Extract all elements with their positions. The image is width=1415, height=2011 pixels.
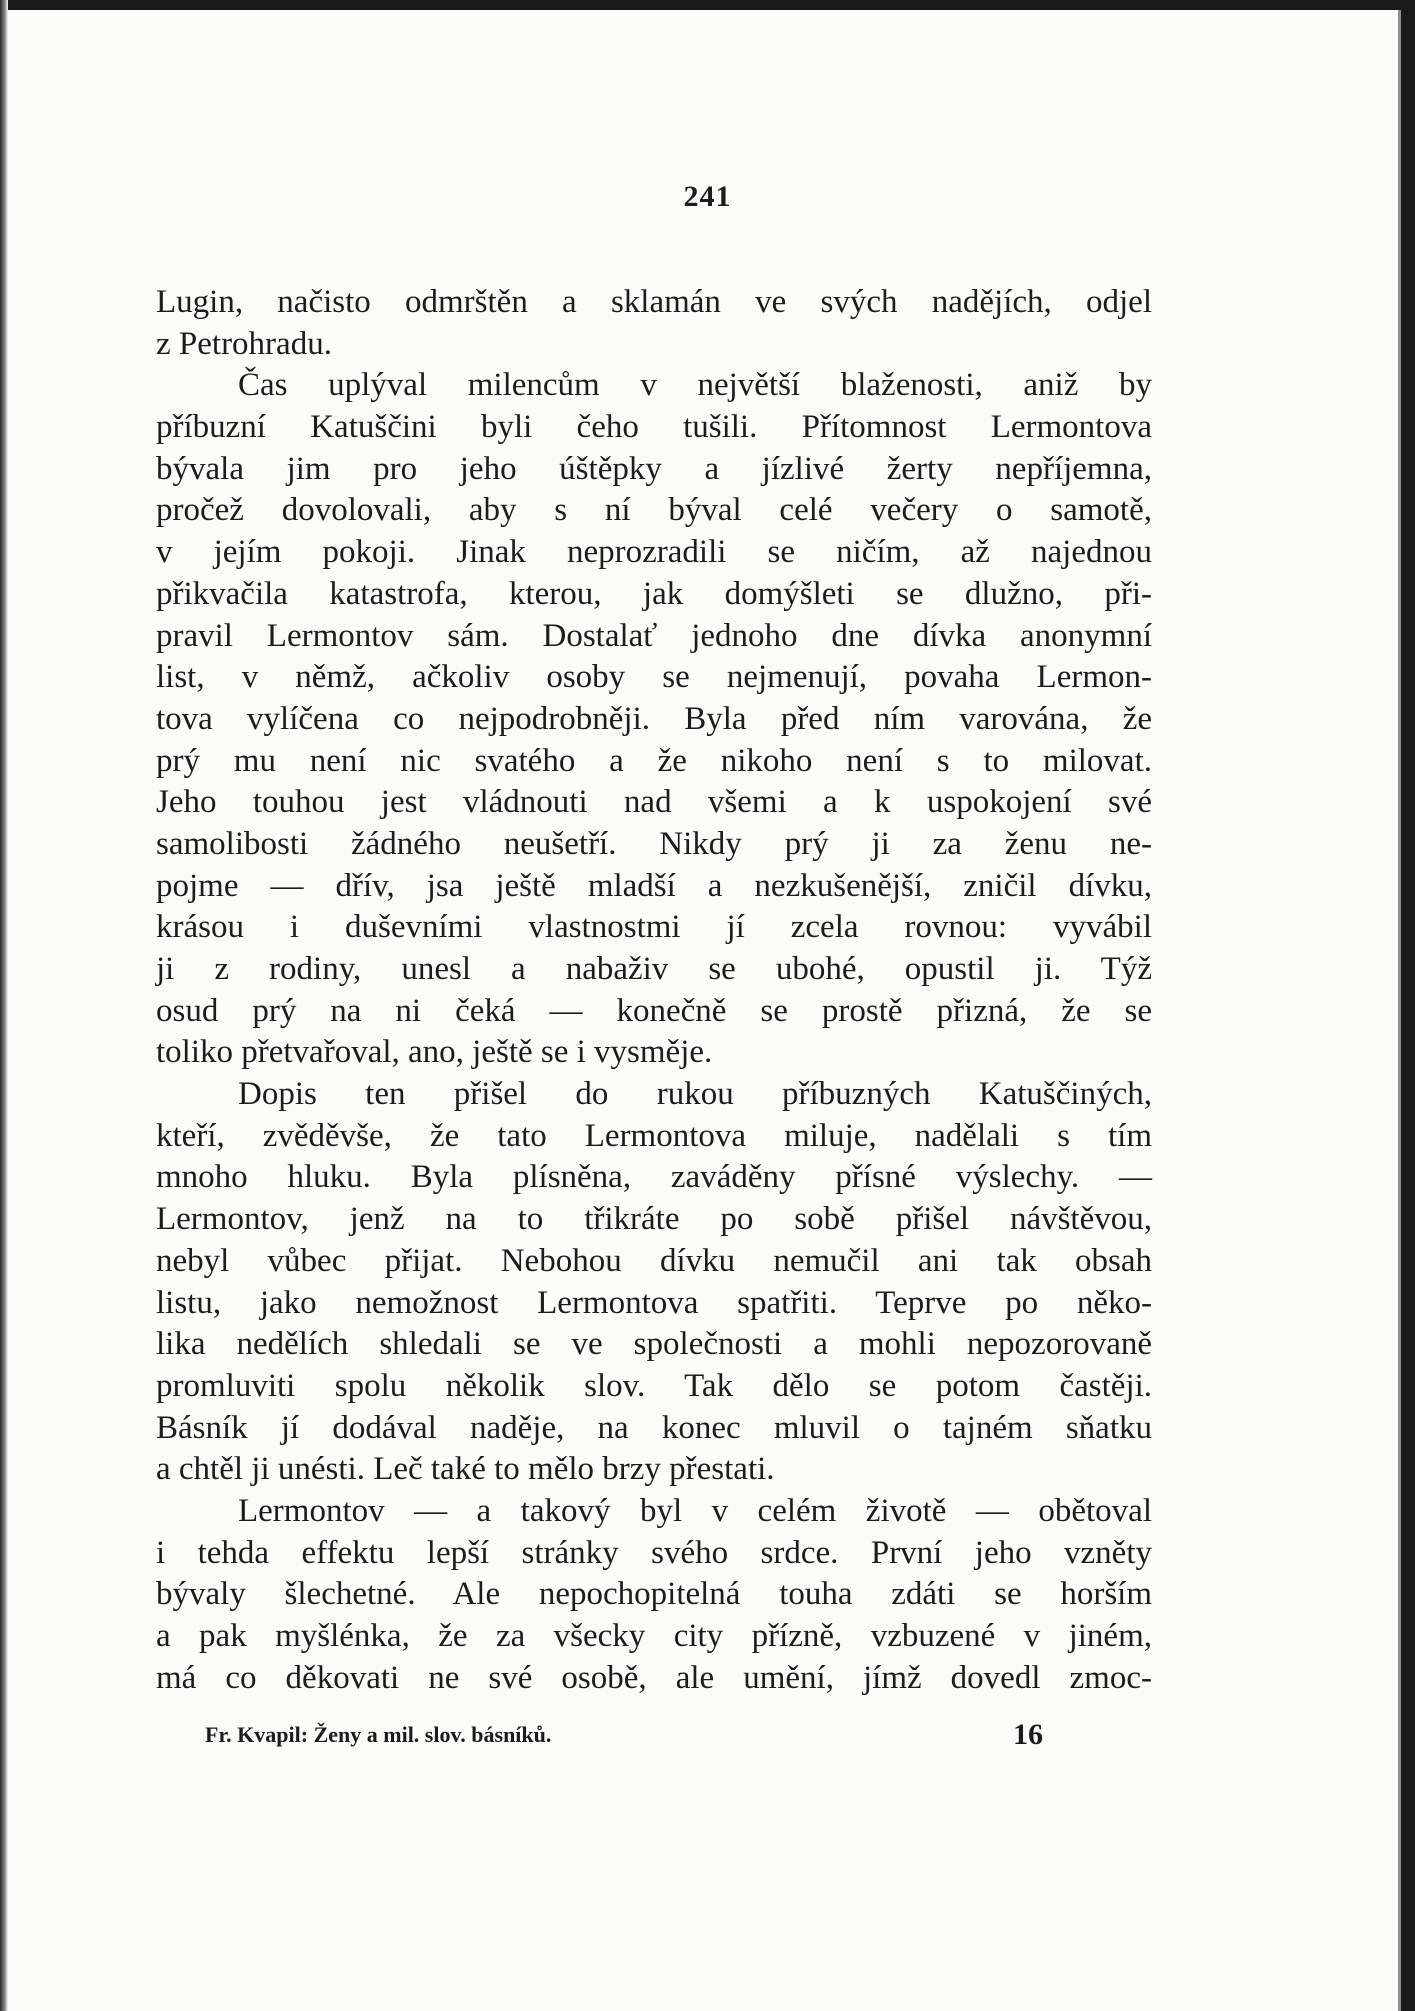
text-line: Jeho touhou jest vládnouti nad všemi a k uspokojení své: [156, 784, 1152, 821]
text-line: kteří, zvěděvše, že tato Lermontova miluje, nadělali s tím: [156, 1117, 1152, 1154]
text-line: Lugin, načisto odmrštěn a sklamán ve svých nadějích, odjel: [156, 284, 1152, 320]
text-line: krásou i duševními vlastnostmi jí zcela rovnou: vyvábil: [156, 909, 1152, 946]
text-line: přikvačila katastrofa, kterou, jak domýšleti se dlužno, při-: [156, 575, 1152, 612]
text-line: mnoho hluku. Byla plísněna, zaváděny přísné výslechy. —: [156, 1159, 1152, 1196]
text-line: pročež dovolovali, aby s ní býval celé večery o samotě,: [156, 492, 1152, 529]
text-line: bývala jim pro jeho úštěpky a jízlivé žerty nepříjemna,: [156, 450, 1152, 487]
text-line: pojme — dřív, jsa ještě mladší a nezkušenější, zničil dívku,: [156, 867, 1152, 904]
text-line: samolibosti žádného neušetří. Nikdy prý ji za ženu ne-: [156, 825, 1152, 862]
scan-edge-right-inner: [1398, 10, 1401, 2011]
text-line: tova vylíčena co nejpodrobněji. Byla před ním varována, že: [156, 700, 1152, 737]
text-line: toliko přetvařoval, ano, ještě se i vysměje.: [156, 1034, 713, 1071]
page-footer: [205, 1718, 1055, 1762]
text-line: bývaly šlechetné. Ale nepochopitelná touha zdáti se horším: [156, 1576, 1152, 1613]
text-line: Čas uplýval milencům v největší blaženosti, aniž by: [238, 367, 1152, 404]
page-number: 241: [683, 180, 732, 213]
text-line: listu, jako nemožnost Lermontova spatřiti. Teprve po něko-: [156, 1284, 1152, 1321]
scan-edge-right: [1401, 0, 1415, 2011]
text-line: promluviti spolu několik slov. Tak dělo se potom častěji.: [156, 1367, 1152, 1404]
text-line: osud prý na ni čeká — konečně se prostě přizná, že se: [156, 992, 1152, 1029]
text-line: lika nedělích shledali se ve společnosti a mohli nepozorovaně: [156, 1326, 1152, 1363]
text-line: a pak myšlénka, že za všecky city přízně, vzbuzené v jiném,: [156, 1618, 1152, 1654]
text-line: má co děkovati ne své osobě, ale umění, jímž dovedl zmoc-: [156, 1659, 1152, 1696]
footer-signature-mark: 16: [1013, 1718, 1043, 1751]
body-text: [156, 282, 1152, 1699]
text-line: z Petrohradu.: [156, 325, 332, 362]
text-line: Dopis ten přišel do rukou příbuzných Katuščiných,: [238, 1076, 1152, 1113]
text-line: příbuzní Katuščini byli čeho tušili. Přítomnost Lermontova: [156, 409, 1152, 446]
footer-source: Fr. Kvapil: Ženy a mil. slov. básníků.: [205, 1722, 552, 1747]
scan-edge-left: [0, 0, 8, 2011]
text-line: prý mu není nic svatého a že nikoho není s to milovat.: [156, 742, 1152, 779]
text-line: Lermontov, jenž na to třikráte po sobě přišel návštěvou,: [156, 1201, 1152, 1238]
text-line: Lermontov — a takový byl v celém životě — obětoval: [238, 1492, 1152, 1529]
text-line: pravil Lermontov sám. Dostalať jednoho dne dívka anonymní: [156, 617, 1152, 654]
text-line: list, v němž, ačkoliv osoby se nejmenují, povaha Lermon-: [156, 659, 1152, 696]
text-line: Básník jí dodával naděje, na konec mluvil o tajném sňatku: [156, 1409, 1152, 1446]
text-line: v jejím pokoji. Jinak neprozradili se ničím, až najednou: [156, 534, 1152, 571]
text-line: nebyl vůbec přijat. Nebohou dívku nemučil ani tak obsah: [156, 1242, 1152, 1279]
text-line: a chtěl ji unésti. Leč také to mělo brzy přestati.: [156, 1451, 775, 1488]
text-line: ji z rodiny, unesl a nabaživ se ubohé, opustil ji. Týž: [156, 951, 1152, 987]
scan-edge-top: [0, 0, 1415, 10]
text-line: i tehda effektu lepší stránky svého srdce. První jeho vzněty: [156, 1534, 1152, 1571]
